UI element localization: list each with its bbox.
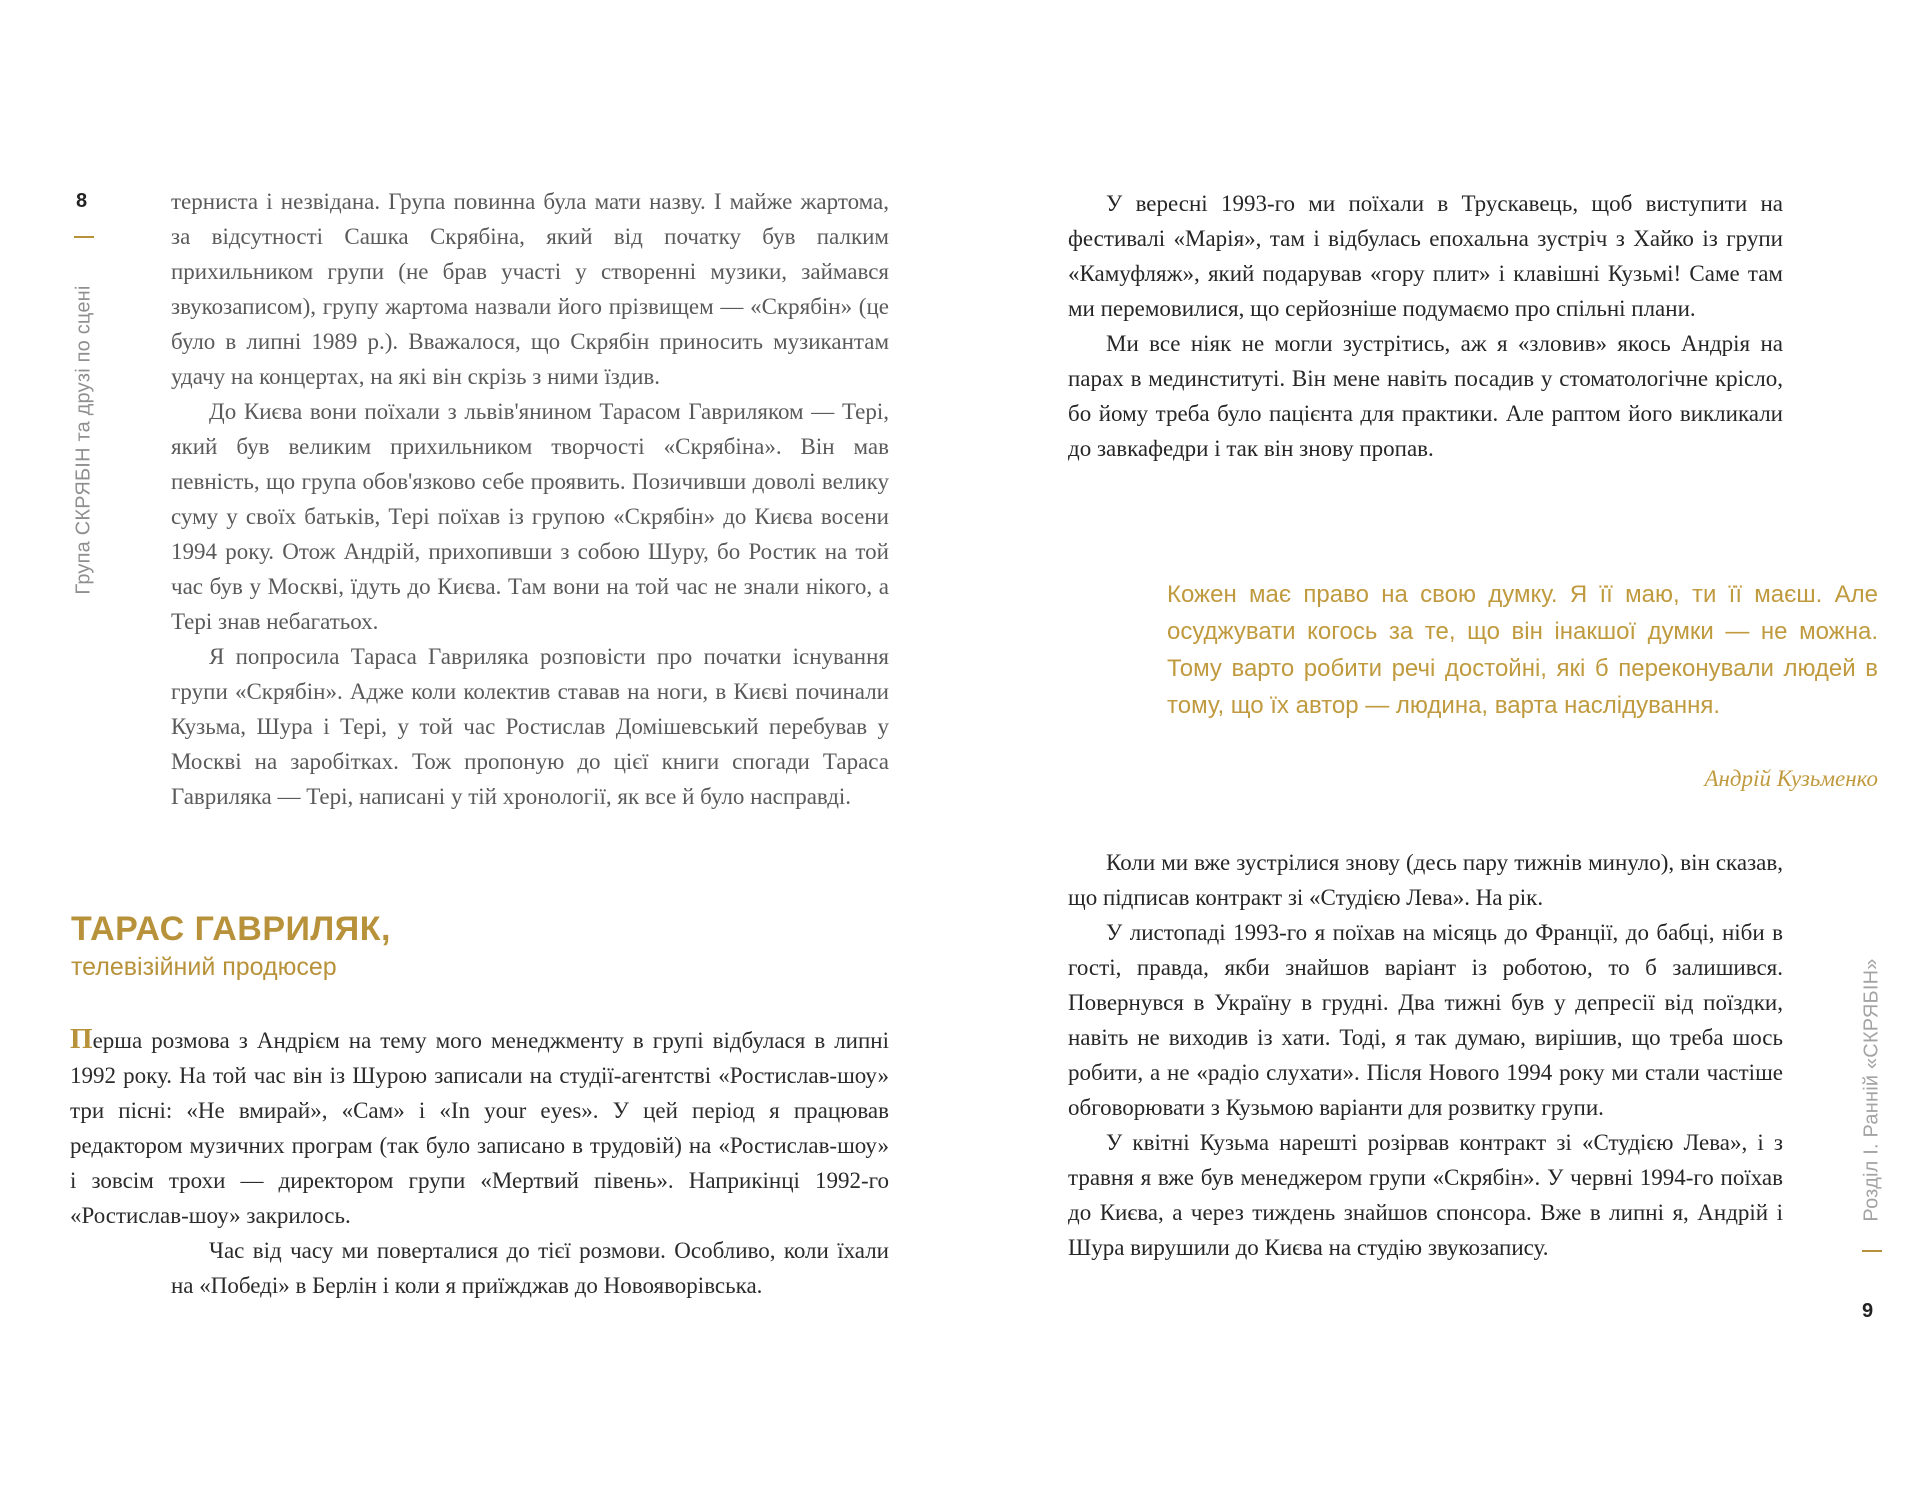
section-subheading: телевізійний продюсер bbox=[71, 953, 337, 981]
right-top-text bbox=[1068, 186, 1783, 466]
right-bottom-text bbox=[1068, 845, 1783, 1265]
intro-paragraph: терниста і незвідана. Група повинна була мати назву. І майже жартома, за відсутності Сашка Скрябіна, який від початку був палким прихильником групи (не брав участі у створенні музики, займався звукозаписом), групу жартома назвали його прізвищем — «Скрябін» (це було в липні 1989 р.). Вважалося, що Скрябін приносить музикантам удачу на концертах, на які він скрізь з ними їздив. bbox=[171, 189, 889, 389]
body-paragraph: У квітні Кузьма нарешті розірвав контракт зі «Студією Лева», і з травня я вже був менеджером групи «Скрябін». У червні 1994-го поїхав до Києва, а через тиждень знайшов спонсора. Вже в липні я, Андрій і Шура вирушили до Києва на студію звукозапису. bbox=[1068, 1130, 1783, 1260]
section-heading: ТАРАС ГАВРИЛЯК, bbox=[71, 910, 391, 948]
first-paragraph bbox=[70, 1022, 889, 1233]
drop-cap: П bbox=[70, 1023, 93, 1055]
right-page-number: 9 bbox=[1862, 1300, 1874, 1322]
intro-paragraph: До Києва вони поїхали з львів'янином Тарасом Гавриляком — Тері, який був великим прихильником творчості «Скрябіна». Він мав певність, що група обов'язково себе проявить. Позичивши доволі велику суму у своїх батьків, Тері поїхав із групою «Скрябін» до Києва восени 1994 року. Отож Андрій, прихопивши з собою Шуру, бо Ростик на той час був у Москві, їдуть до Києва. Там вони на той час не знали нікого, а Тері знав небагатьох. bbox=[171, 399, 889, 634]
body-paragraph: Коли ми вже зустрілися знову (десь пару тижнів минуло), він сказав, що підписав контракт зі «Студією Лева». На рік. bbox=[1068, 850, 1783, 910]
body-paragraph: У листопаді 1993-го я поїхав на місяць до Франції, до бабці, ніби в гості, правда, якби знайшов варіант із роботою, то б залишився. Повернувся в Україну в грудні. Два тижні був у депресії від поїздки, навіть не виходив із хати. Тоді, я так думаю, вирішив, що треба шось робити, а не «радіо слухати». Після Нового 1994 року ми стали частіше обговорювати з Кузьмою варіанти для розвитку групи. bbox=[1068, 920, 1783, 1120]
body-paragraph: Ми все ніяк не могли зустрітись, аж я «зловив» якось Андрія на парах в мединституті. Він мене навіть посадив у стоматологічне крісло, бо йому треба було пацієнта для практики. Але раптом його викликали до завкафедри і так він знову пропав. bbox=[1068, 331, 1783, 461]
quote-author: Андрій Кузьменко bbox=[1704, 766, 1878, 791]
first-paragraph-text: ерша розмова з Андрієм на тему мого менеджменту в групі відбулася в липні 1992 року. На той час він із Шурою записали на студії-агентстві «Ростислав-шоу» три пісні: «Не вмирай», «Сам» і «In your eyes». У цей період я працював редактором музичних програм (так було записано в трудовій) на «Ростислав-шоу» і зовсім трохи — директором групи «Мертвий півень». Наприкінці 1992-го «Ростислав-шоу» закрилось. bbox=[70, 1028, 889, 1228]
body-paragraph: У вересні 1993-го ми поїхали в Трускавець, щоб виступити на фестивалі «Марія», там і відбулась епохальна зустріч з Хайко із групи «Камуфляж», який подарував «гору плит» і клавішні Кузьмі! Саме там ми перемовилися, що серйозніше подумаємо про спільні плани. bbox=[1068, 191, 1783, 321]
pull-quote: Кожен має право на свою думку. Я її маю, ти її маєш. Але осуджувати когось за те, що він інакшої думки — не можна. Тому варто робити речі достойні, які б переконували людей в тому, що їх автор — людина, варта наслідування. bbox=[1167, 581, 1878, 719]
left-body-text bbox=[70, 1022, 889, 1303]
right-running-head: Розділ І. Ранній «СКРЯБІН» bbox=[1860, 958, 1883, 1222]
intro-paragraph: Я попросила Тараса Гавриляка розповісти про початки існування групи «Скрябін». Адже коли колектив ставав на ноги, в Києві починали Кузьма, Шура і Тері, у той час Ростислав Домішевський перебував у Москві на заробітках. Тож пропоную до цієї книги спогади Тараса Гавриляка — Тері, написані у тій хронології, як все й було насправді. bbox=[171, 644, 889, 809]
left-page-rule bbox=[74, 236, 94, 238]
left-page-number: 8 bbox=[76, 190, 88, 212]
body-paragraph: Час від часу ми поверталися до тієї розмови. Особливо, коли їхали на «Победі» в Берлін і коли я приїжджав до Новояворівська. bbox=[171, 1238, 889, 1298]
left-intro-text bbox=[171, 184, 889, 814]
left-running-head: Група СКРЯБІН та друзі по сцені bbox=[72, 285, 95, 595]
right-page-rule bbox=[1862, 1250, 1882, 1252]
